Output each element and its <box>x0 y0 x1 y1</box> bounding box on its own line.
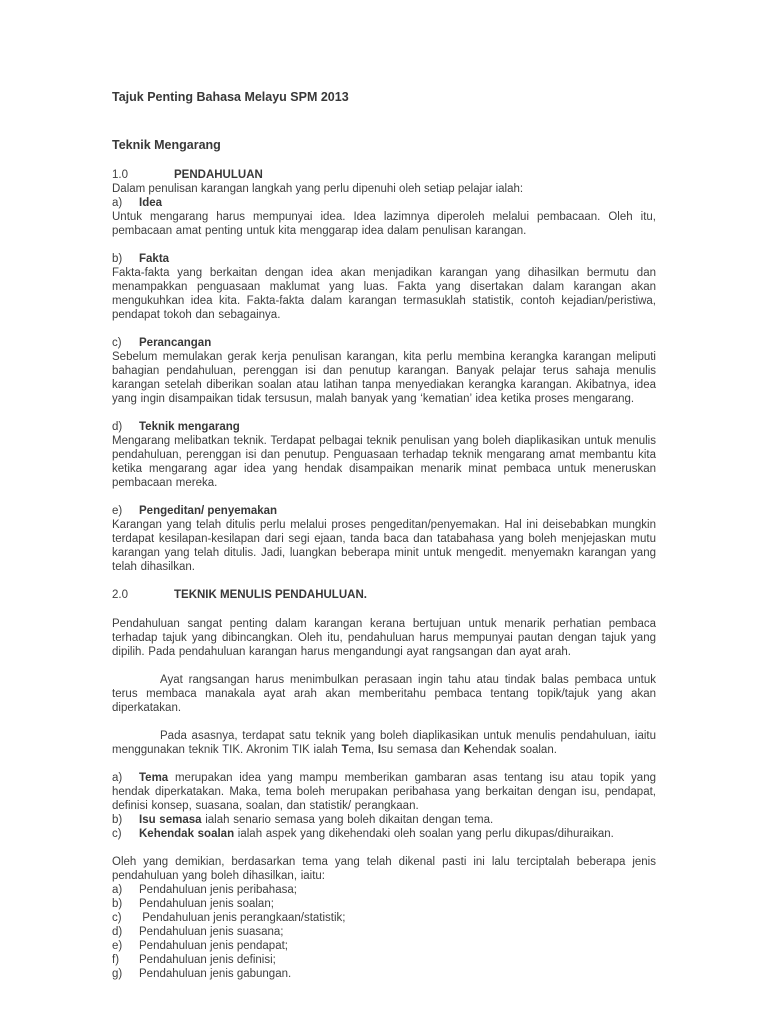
paragraph: Pendahuluan sangat penting dalam karangan kerana bertujuan untuk menarik perhatian pembaca terhadap tajuk yang dibincangkan. Oleh itu, pendahuluan harus mempunyai pautan dengan tajuk yang dipilih. Pada pendahuluan karangan harus mengandungi ayat rangsangan dan ayat arah. <box>112 618 656 658</box>
document-subtitle: Teknik Mengarang <box>112 138 221 152</box>
item-heading <box>112 196 656 210</box>
list-item <box>112 953 656 967</box>
list-item <box>112 967 656 981</box>
item-text: Pendahuluan jenis suasana; <box>139 926 284 938</box>
item-label: b) <box>112 898 123 910</box>
paragraph: Karangan yang telah ditulis perlu melalui proses pengeditan/penyemakan. Hal ini deisebabkan mungkin terdapat kesilapan-kesilapan dari segi ejaan, tanda baca dan tatabahasa yang boleh menjejaskan mutu karangan yang telah ditulis. Jadi, luangkan beberapa minit untuk mengedit. menyemakn karangan yang telah dihasilkan. <box>112 519 656 573</box>
paragraph: Oleh yang demikian, berdasarkan tema yang telah dikenal pasti ini lalu terciptalah beberapa jenis pendahuluan yang boleh dihasilkan, iaitu: <box>112 856 656 882</box>
item-term: Fakta <box>139 253 170 265</box>
item-label: c) <box>112 912 122 924</box>
list-item <box>112 911 656 925</box>
item-term: Idea <box>139 197 163 209</box>
item-label: f) <box>112 954 120 966</box>
document-title: Tajuk Penting Bahasa Melayu SPM 2013 <box>112 90 349 104</box>
item-label: d) <box>112 926 123 938</box>
section-1-heading <box>112 168 656 182</box>
item-label: e) <box>112 940 123 952</box>
item-label: d) <box>112 421 123 433</box>
section-2-heading <box>112 588 656 602</box>
list-item <box>112 897 656 911</box>
section-2-title: TEKNIK MENULIS PENDAHULUAN. <box>174 589 367 601</box>
tik-segment: ema, <box>348 744 378 756</box>
paragraph: Mengarang melibatkan teknik. Terdapat pelbagai teknik penulisan yang boleh diaplikasikan untuk menulis pendahuluan, perenggan isi dan penutup. Penguasaan terhadap teknik mengarang amat membantu kita ketika mengarang agar idea yang hendak disampaikan menarik minat pembaca untuk meneruskan pembacaan mereka. <box>112 435 656 489</box>
item-term: Tema <box>139 772 169 784</box>
item-heading <box>112 504 656 518</box>
item-text: Pendahuluan jenis peribahasa; <box>139 884 297 896</box>
item-term: Teknik mengarang <box>139 421 240 433</box>
item-heading <box>112 336 656 350</box>
tik-segment: ehendak soalan. <box>472 744 557 756</box>
section-1-items <box>112 196 656 574</box>
item-term: Perancangan <box>139 337 212 349</box>
item-heading <box>112 420 656 434</box>
item-text: ialah aspek yang dikehendaki oleh soalan yang perlu dikupas/dihuraikan. <box>234 828 614 840</box>
list-item <box>112 504 656 574</box>
list-item <box>112 939 656 953</box>
item-heading <box>112 252 656 266</box>
item-term: Isu semasa <box>139 814 202 826</box>
item-label: a) <box>112 197 123 209</box>
item-text: Pendahuluan jenis definisi; <box>139 954 276 966</box>
section-1-intro: Dalam penulisan karangan langkah yang perlu dipenuhi oleh setiap pelajar ialah: <box>112 183 524 195</box>
item-text: Pendahuluan jenis gabungan. <box>139 968 292 980</box>
list-item <box>112 420 656 490</box>
item-term: Pengeditan/ penyemakan <box>139 505 278 517</box>
list-item <box>112 813 656 827</box>
list-item <box>112 883 656 897</box>
list-item <box>112 925 656 939</box>
item-label: b) <box>112 253 123 265</box>
item-label: g) <box>112 968 123 980</box>
item-label: b) <box>112 814 123 826</box>
item-label: e) <box>112 505 123 517</box>
item-text: Pendahuluan jenis soalan; <box>139 898 274 910</box>
tik-segment: su semasa dan <box>381 744 464 756</box>
item-text: ialah senario semasa yang boleh dikaitan dengan tema. <box>201 814 494 826</box>
pendahuluan-types-list <box>112 883 656 981</box>
list-item <box>112 827 656 841</box>
item-text: Pendahuluan jenis perangkaan/statistik; <box>139 912 346 924</box>
tik-segment: Pada asasnya, terdapat satu teknik yang boleh diaplikasikan untuk menulis pendahuluan, iaitu menggunakan teknik TIK. Akronim TIK ialah <box>112 730 656 756</box>
paragraph: Ayat rangsangan harus menimbulkan perasaan ingin tahu atau tindak balas pembaca untuk terus membaca manakala ayat arah akan memberitahu pembaca tentang topik/tajuk yang akan diperkatakan. <box>112 674 656 714</box>
tik-letter-k: K <box>463 744 473 756</box>
section-1-number: 1.0 <box>112 169 128 181</box>
item-label: c) <box>112 828 122 840</box>
item-text: merupakan idea yang mampu memberikan gambaran asas tentang isu atau topik yang hendak diperkatakan. Maka, tema boleh merupakan peribahasa yang berkaitan dengan isu, pendapat, definisi konsep, suasana, soalan, dan statistik/ perangkaan. <box>112 772 656 812</box>
paragraph: Untuk mengarang harus mempunyai idea. Idea lazimnya diperoleh melalui pembacaan. Oleh itu, pembacaan amat penting untuk kita menggarap idea dalam penulisan karangan. <box>112 211 656 237</box>
paragraph: Sebelum memulakan gerak kerja penulisan karangan, kita perlu membina kerangka karangan meliputi bahagian pendahuluan, perenggan isi dan penutup karangan. Banyak pelajar terus sahaja menulis karangan setelah diberikan soalan atau latihan tanpa menyediakan kerangka karangan. Akibatnya, idea yang ingin disampaikan tidak tersusun, malah banyak yang ‘kematian’ idea ketika proses mengarang. <box>112 351 656 405</box>
list-item <box>112 252 656 322</box>
item-label: a) <box>112 772 123 784</box>
paragraph: Fakta-fakta yang berkaitan dengan idea akan menjadikan karangan yang dihasilkan bermutu dan menampakkan penguasaan maklumat yang luas. Fakta yang disertakan dalam karangan akan mengukuhkan idea kita. Fakta-fakta dalam karangan termasuklah statistik, contoh kejadian/peristiwa, pendapat tokoh dan sebagainya. <box>112 267 656 321</box>
section-2-number: 2.0 <box>112 589 128 601</box>
item-term: Kehendak soalan <box>139 828 235 840</box>
tik-letter-t: T <box>341 744 349 756</box>
list-item <box>112 196 656 238</box>
section-1-title: PENDAHULUAN <box>174 169 263 181</box>
paragraph-tik-acronym <box>112 729 656 757</box>
item-text: Pendahuluan jenis pendapat; <box>139 940 288 952</box>
tik-letter-i: I <box>377 744 382 756</box>
item-label: a) <box>112 884 123 896</box>
item-label: c) <box>112 337 122 349</box>
list-item <box>112 336 656 406</box>
list-item <box>112 771 656 813</box>
tik-definitions <box>112 771 656 841</box>
